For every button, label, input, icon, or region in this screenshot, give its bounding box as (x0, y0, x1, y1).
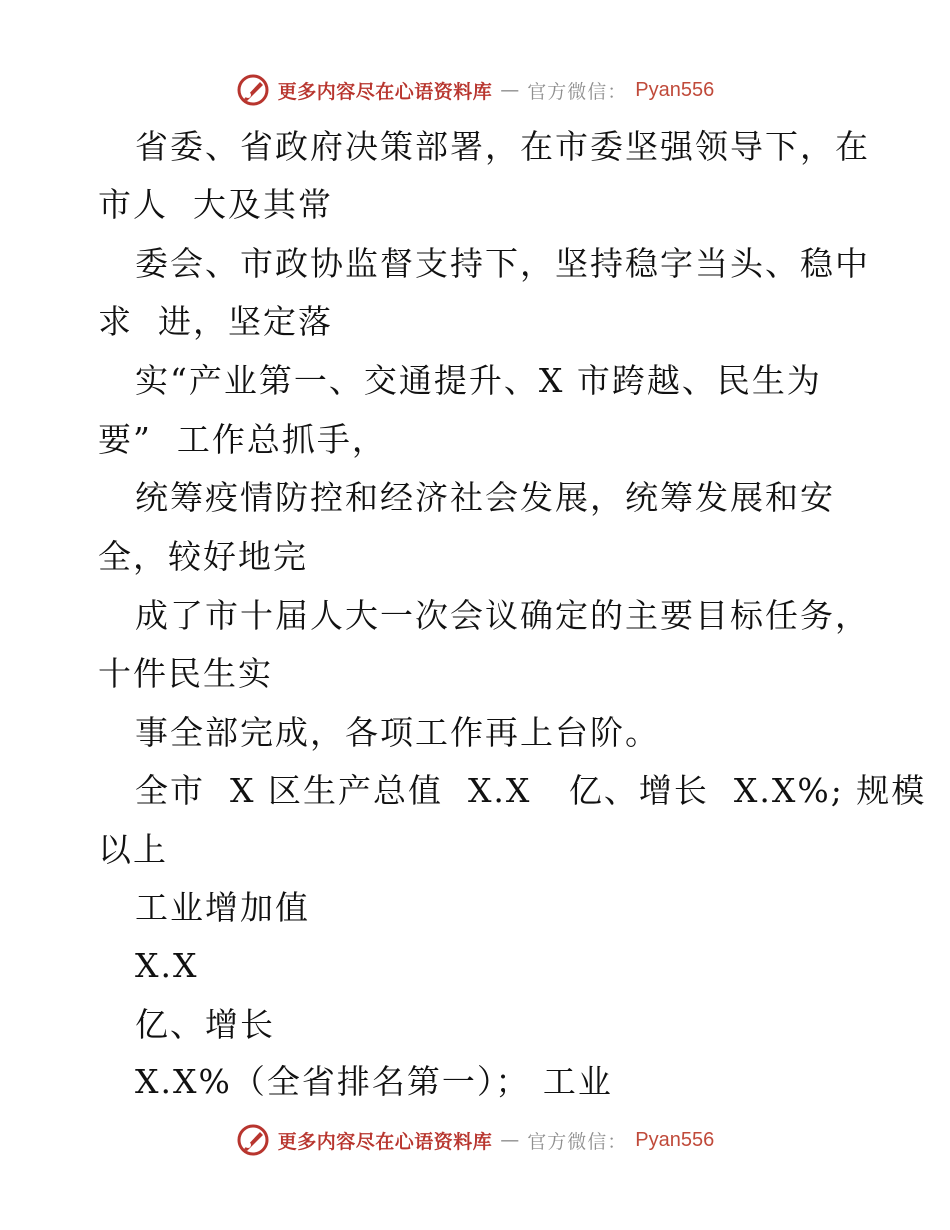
banner-wechat-id: Pyan556 (635, 78, 715, 101)
body-line: 求 进，坚定落 (98, 302, 333, 341)
body-line: 委会、市政协监督支持下，坚持稳字当头、稳中 (135, 244, 870, 283)
body-line: 要” 工作总抓手， (98, 420, 387, 459)
body-line: 成了市十届人大一次会议确定的主要目标任务， (135, 596, 870, 635)
quill-logo-icon (236, 73, 270, 107)
banner-separator: — (500, 79, 520, 101)
banner-text: 更多内容尽在心语资料库 (277, 1130, 493, 1153)
body-line: 全，较好地完 (98, 537, 308, 576)
body-line: 事全部完成，各项工作再上台阶。 (135, 713, 660, 752)
body-line: 以上 (98, 830, 168, 869)
body-line: 省委、省政府决策部署，在市委坚强领导下，在 (135, 127, 870, 166)
body-line: 亿、增长 (135, 1005, 275, 1044)
banner-wechat-label: 官方微信： (527, 80, 628, 103)
body-line: X.X%（全省排名第一）； 工业 (135, 1062, 613, 1101)
banner-wechat-label: 官方微信： (527, 1130, 628, 1153)
footer-watermark-banner (0, 1120, 950, 1160)
body-line: 十件民生实 (98, 654, 273, 693)
body-line: 统筹疫情防控和经济社会发展，统筹发展和安 (135, 478, 835, 517)
body-line: 全市 X 区生产总值 X.X 亿、增长 X.X%; 规模 (135, 771, 927, 810)
body-line: 工业增加值 (135, 888, 310, 927)
banner-separator: — (500, 1129, 520, 1151)
banner-content (236, 73, 715, 107)
banner-content (236, 1123, 715, 1157)
body-line: X.X (135, 946, 199, 985)
banner-wechat-id: Pyan556 (635, 1128, 715, 1151)
quill-logo-icon (236, 1123, 270, 1157)
header-watermark-banner (0, 70, 950, 110)
body-line: 实“产业第一、交通提升、X 市跨越、民生为 (135, 361, 822, 400)
body-line: 市人 大及其常 (98, 185, 333, 224)
banner-text: 更多内容尽在心语资料库 (277, 80, 493, 103)
